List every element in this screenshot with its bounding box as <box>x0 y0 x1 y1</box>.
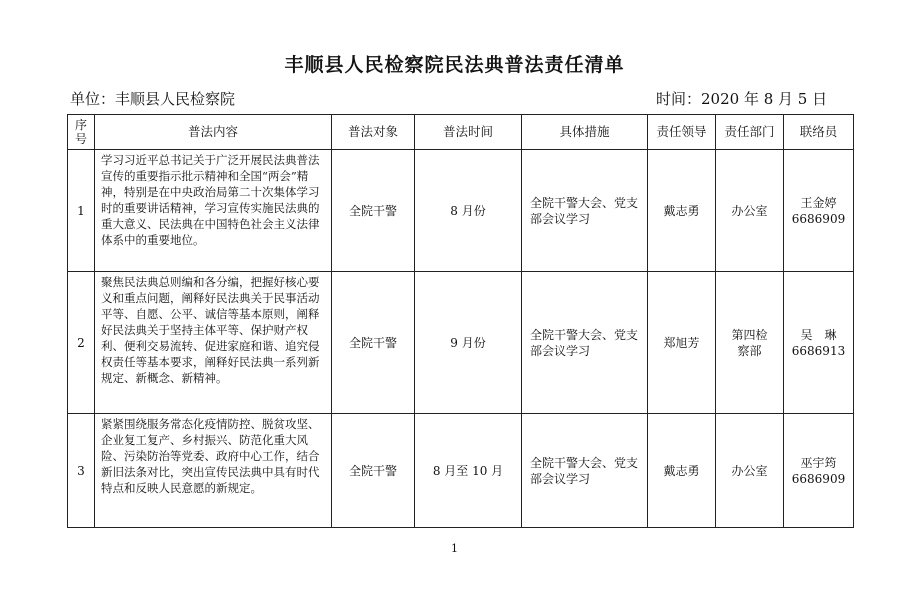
table-row <box>68 414 854 528</box>
row-time: 8 月至 10 月 <box>415 414 522 528</box>
contact-name: 王金婷 <box>800 195 837 210</box>
header-seq: 序号 <box>68 115 95 150</box>
row-time: 9 月份 <box>415 272 522 414</box>
row-content: 聚焦民法典总则编和各分编，把握好核心要义和重点问题，阐释好民法典关于民事活动平等、自愿、公平、诚信等基本原则，阐释好民法典关于坚持主体平等、保护财产权利、便利交易流转、促进家庭和谐、追究侵权责任等基本要求，阐释好民法典一系列新规定、新概念、新精神。 <box>95 272 332 414</box>
table-row <box>68 272 854 414</box>
row-contact <box>784 414 854 528</box>
row-target: 全院干警 <box>332 150 415 272</box>
table-row <box>68 150 854 272</box>
header-contact: 联络员 <box>784 115 854 150</box>
document-title: 丰顺县人民检察院民法典普法责任清单 <box>284 54 625 76</box>
responsibility-table <box>67 114 854 528</box>
row-measure: 全院干警大会、党支部会议学习 <box>522 414 648 528</box>
header-leader: 责任领导 <box>648 115 716 150</box>
row-contact <box>784 272 854 414</box>
contact-name: 吴 琳 <box>800 327 837 342</box>
row-leader: 戴志勇 <box>648 414 716 528</box>
row-seq: 3 <box>68 414 95 528</box>
header-dept: 责任部门 <box>716 115 784 150</box>
row-target: 全院干警 <box>332 272 415 414</box>
header-content: 普法内容 <box>95 115 332 150</box>
row-leader: 郑旭芳 <box>648 272 716 414</box>
row-contact <box>784 150 854 272</box>
row-target: 全院干警 <box>332 414 415 528</box>
header-target: 普法对象 <box>332 115 415 150</box>
row-measure: 全院干警大会、党支部会议学习 <box>522 272 648 414</box>
contact-phone: 6686909 <box>791 471 846 486</box>
dept-label: 第四检察部 <box>731 327 768 358</box>
row-content: 学习习近平总书记关于广泛开展民法典普法宣传的重要指示批示精神和全国“两会”精神，特别是在中央政治局第二十次集体学习时的重要讲话精神，学习宣传实施民法典的重大意义、民法典在中国特色社会主义法律体系中的重要地位。 <box>95 150 332 272</box>
row-dept: 办公室 <box>716 414 784 528</box>
contact-phone: 6686913 <box>791 343 846 358</box>
row-content: 紧紧围绕服务常态化疫情防控、脱贫攻坚、企业复工复产、乡村振兴、防范化重大风险、污染防治等党委、政府中心工作，结合新旧法条对比，突出宣传民法典中具有时代特点和反映人民意愿的新规定。 <box>95 414 332 528</box>
unit-label: 单位：丰顺县人民检察院 <box>70 90 236 108</box>
date-label: 时间：2020 年 8 月 5 日 <box>656 90 828 108</box>
contact-phone: 6686909 <box>791 211 846 226</box>
page-number: 1 <box>451 542 458 555</box>
contact-name: 巫宇筠 <box>800 455 837 470</box>
row-seq: 1 <box>68 150 95 272</box>
header-time: 普法时间 <box>415 115 522 150</box>
row-dept: 办公室 <box>716 150 784 272</box>
row-measure: 全院干警大会、党支部会议学习 <box>522 150 648 272</box>
table-header-row <box>68 115 854 150</box>
row-dept <box>716 272 784 414</box>
row-time: 8 月份 <box>415 150 522 272</box>
header-measure: 具体措施 <box>522 115 648 150</box>
row-seq: 2 <box>68 272 95 414</box>
row-leader: 戴志勇 <box>648 150 716 272</box>
